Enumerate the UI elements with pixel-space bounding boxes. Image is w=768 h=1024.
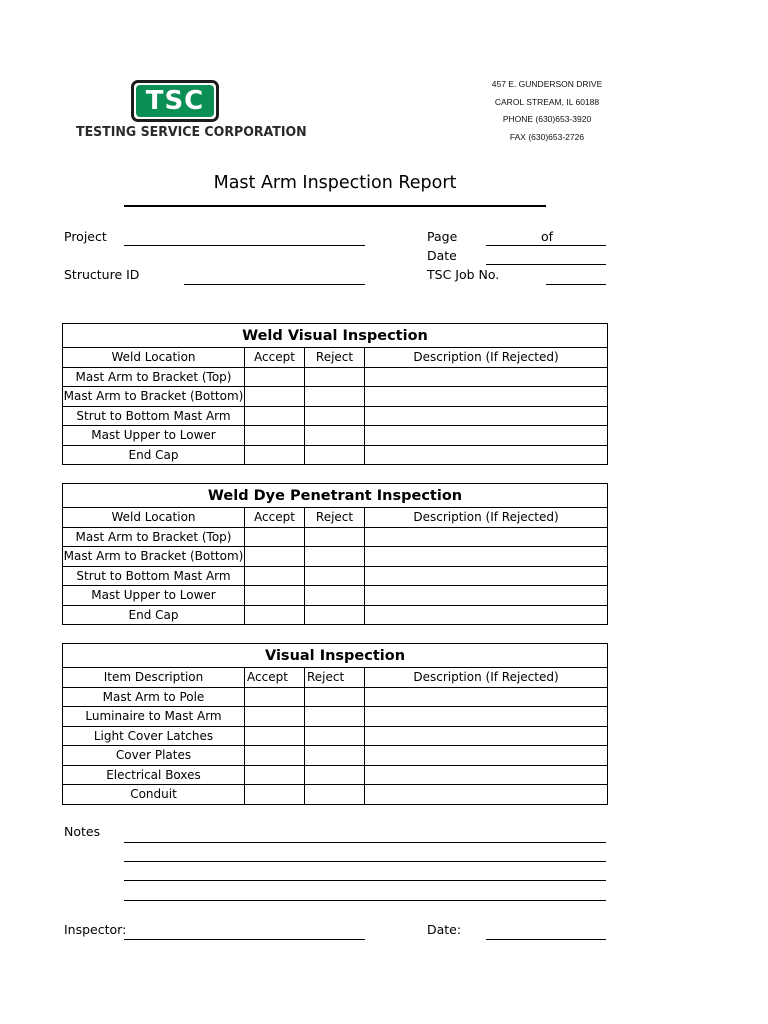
sign-date-label: Date:: [427, 922, 462, 937]
description-cell[interactable]: [365, 687, 608, 707]
row-label: Mast Arm to Bracket (Top): [63, 527, 245, 547]
row-label: Strut to Bottom Mast Arm: [63, 566, 245, 586]
sign-date-field[interactable]: [486, 939, 606, 940]
description-cell[interactable]: [365, 707, 608, 727]
accept-cell[interactable]: [245, 707, 305, 727]
accept-cell[interactable]: [245, 746, 305, 766]
reject-cell[interactable]: [305, 547, 365, 567]
page-title: Mast Arm Inspection Report: [213, 173, 457, 193]
column-header-description: Description (If Rejected): [365, 348, 608, 368]
table-row: [63, 687, 608, 707]
table-row: [63, 566, 608, 586]
date-field[interactable]: [486, 264, 606, 265]
table-row: [63, 785, 608, 805]
notes-line[interactable]: [124, 880, 606, 881]
column-header-location: Weld Location: [63, 508, 245, 528]
accept-cell[interactable]: [245, 605, 305, 625]
visual-inspection-table: [62, 643, 608, 805]
table-row: [63, 527, 608, 547]
reject-cell[interactable]: [305, 426, 365, 446]
accept-cell[interactable]: [245, 426, 305, 446]
row-label: End Cap: [63, 605, 245, 625]
page-of-label: of: [541, 229, 554, 244]
row-label: Luminaire to Mast Arm: [63, 707, 245, 727]
row-label: Conduit: [63, 785, 245, 805]
company-address: [478, 76, 616, 146]
description-cell[interactable]: [365, 367, 608, 387]
accept-cell[interactable]: [245, 765, 305, 785]
row-label: End Cap: [63, 445, 245, 465]
description-cell[interactable]: [365, 547, 608, 567]
row-label: Mast Arm to Bracket (Top): [63, 367, 245, 387]
reject-cell[interactable]: [305, 785, 365, 805]
column-header-accept: Accept: [245, 508, 305, 528]
page-label: Page: [427, 229, 458, 244]
address-street: 457 E. GUNDERSON DRIVE: [491, 79, 603, 89]
reject-cell[interactable]: [305, 687, 365, 707]
row-label: Electrical Boxes: [63, 765, 245, 785]
accept-cell[interactable]: [245, 367, 305, 387]
notes-line[interactable]: [124, 861, 606, 862]
reject-cell[interactable]: [305, 445, 365, 465]
column-header-reject: Reject: [305, 508, 365, 528]
table-row: [63, 547, 608, 567]
address-phone: PHONE (630)653-3920: [502, 114, 592, 124]
notes-line[interactable]: [124, 842, 606, 843]
reject-cell[interactable]: [305, 586, 365, 606]
reject-cell[interactable]: [305, 387, 365, 407]
table-title: Weld Visual Inspection: [63, 324, 608, 348]
row-label: Mast Arm to Bracket (Bottom): [63, 387, 245, 407]
row-label: Mast Arm to Pole: [63, 687, 245, 707]
logo-company-name: TESTING SERVICE CORPORATION: [76, 124, 307, 140]
column-header-location: Weld Location: [63, 348, 245, 368]
column-header-reject: Reject: [305, 348, 365, 368]
logo-badge: [131, 80, 219, 122]
reject-cell[interactable]: [305, 566, 365, 586]
reject-cell[interactable]: [305, 406, 365, 426]
row-label: Light Cover Latches: [63, 726, 245, 746]
column-header-accept: Accept: [245, 348, 305, 368]
description-cell[interactable]: [365, 765, 608, 785]
accept-cell[interactable]: [245, 547, 305, 567]
accept-cell[interactable]: [245, 586, 305, 606]
table-row: [63, 746, 608, 766]
accept-cell[interactable]: [245, 687, 305, 707]
column-header-description: Description (If Rejected): [365, 508, 608, 528]
description-cell[interactable]: [365, 406, 608, 426]
table-row: [63, 387, 608, 407]
company-logo: [76, 80, 307, 144]
row-label: Mast Upper to Lower: [63, 586, 245, 606]
notes-label: Notes: [64, 824, 101, 839]
description-cell[interactable]: [365, 527, 608, 547]
address-fax: FAX (630)653-2726: [509, 131, 585, 142]
column-header-item: Item Description: [63, 668, 245, 688]
row-label: Mast Arm to Bracket (Bottom): [63, 547, 245, 567]
address-city: CAROL STREAM, IL 60188: [494, 96, 600, 107]
table-row: [63, 726, 608, 746]
accept-cell[interactable]: [245, 387, 305, 407]
table-row: [63, 707, 608, 727]
description-cell[interactable]: [365, 566, 608, 586]
table-title: Weld Dye Penetrant Inspection: [63, 484, 608, 508]
reject-cell[interactable]: [305, 726, 365, 746]
table-row: [63, 367, 608, 387]
table-row: [63, 426, 608, 446]
row-label: Strut to Bottom Mast Arm: [63, 406, 245, 426]
accept-cell[interactable]: [245, 726, 305, 746]
description-cell[interactable]: [365, 387, 608, 407]
description-cell[interactable]: [365, 605, 608, 625]
reject-cell[interactable]: [305, 746, 365, 766]
date-label: Date: [427, 248, 457, 263]
logo-badge-text: TSC: [136, 85, 214, 117]
reject-cell[interactable]: [305, 367, 365, 387]
title-underline: [124, 205, 546, 207]
column-header-reject: Reject: [305, 668, 365, 688]
reject-cell[interactable]: [305, 605, 365, 625]
description-cell[interactable]: [365, 726, 608, 746]
description-cell[interactable]: [365, 445, 608, 465]
description-cell[interactable]: [365, 586, 608, 606]
reject-cell[interactable]: [305, 527, 365, 547]
page-field[interactable]: [486, 245, 606, 246]
description-cell[interactable]: [365, 746, 608, 766]
tsc-job-no-label: TSC Job No.: [427, 267, 500, 282]
reject-cell[interactable]: [305, 707, 365, 727]
description-cell[interactable]: [365, 785, 608, 805]
table-row: [63, 765, 608, 785]
column-header-description: Description (If Rejected): [365, 668, 608, 688]
accept-cell[interactable]: [245, 566, 305, 586]
accept-cell[interactable]: [245, 527, 305, 547]
weld-dye-penetrant-inspection-table: [62, 483, 608, 625]
column-header-accept: Accept: [245, 668, 305, 688]
structure-id-label: Structure ID: [64, 267, 140, 282]
table-row: [63, 586, 608, 606]
reject-cell[interactable]: [305, 765, 365, 785]
accept-cell[interactable]: [245, 406, 305, 426]
structure-id-field[interactable]: [184, 284, 365, 285]
weld-visual-inspection-table: [62, 323, 608, 465]
inspector-label: Inspector:: [64, 922, 127, 937]
table-row: [63, 605, 608, 625]
inspector-field[interactable]: [124, 939, 365, 940]
tsc-job-no-field[interactable]: [546, 284, 606, 285]
table-title: Visual Inspection: [63, 644, 608, 668]
accept-cell[interactable]: [245, 445, 305, 465]
accept-cell[interactable]: [245, 785, 305, 805]
table-row: [63, 445, 608, 465]
project-field[interactable]: [124, 245, 365, 246]
row-label: Cover Plates: [63, 746, 245, 766]
notes-line[interactable]: [124, 900, 606, 901]
table-row: [63, 406, 608, 426]
row-label: Mast Upper to Lower: [63, 426, 245, 446]
project-label: Project: [64, 229, 107, 244]
description-cell[interactable]: [365, 426, 608, 446]
